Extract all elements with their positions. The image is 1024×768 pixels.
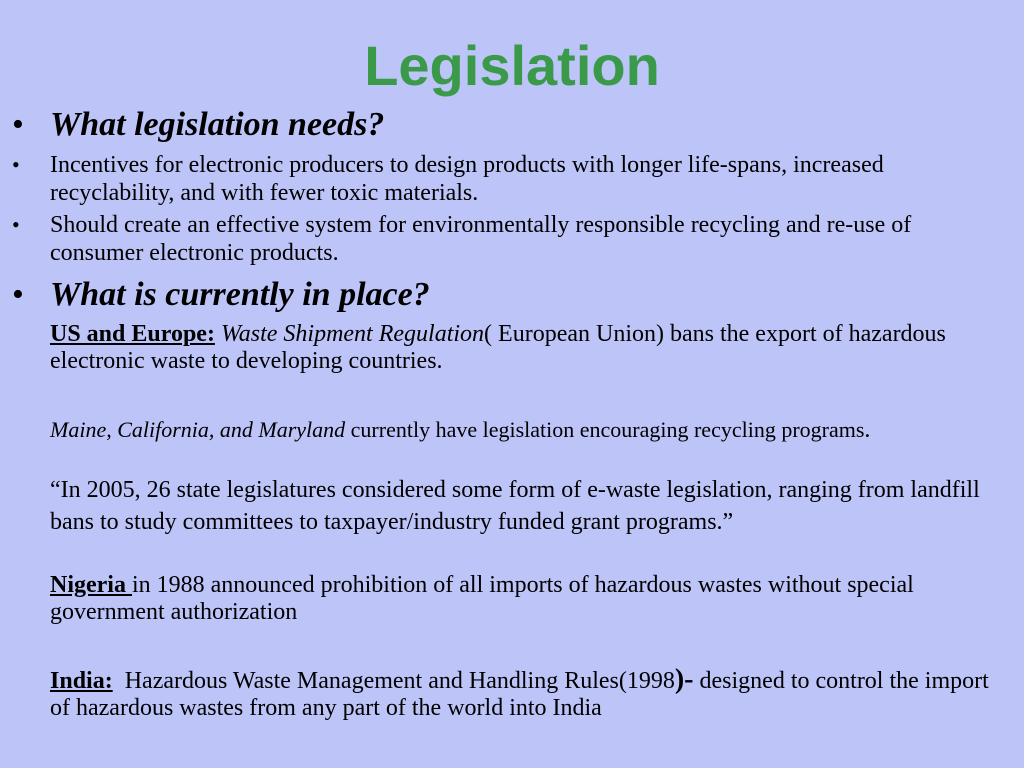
bullet-icon: • [12, 276, 24, 313]
india-rules: Hazardous Waste Management and Handling Rules(1998 [112, 668, 675, 694]
regulation-name: Waste Shipment Regulation [220, 321, 485, 347]
question-what-legislation-needs [12, 106, 384, 144]
states-names: Maine, California, and Maryland [50, 417, 346, 442]
list-item [12, 151, 1012, 207]
bullet-icon: • [12, 106, 24, 143]
india-text: designed to control the import of hazardous wastes from any part of the world into India [50, 668, 989, 721]
quote-text: “In 2005, 26 state legislatures considered some form of e-waste legislation, ranging from landfill bans to study committees to taxpayer/industry funded grant programs.” [50, 477, 980, 535]
nigeria-label: Nigeria [50, 572, 132, 598]
quote-paragraph [50, 474, 1020, 538]
india-paragraph [50, 666, 1010, 722]
us-europe-label: US and Europe: [50, 321, 215, 347]
question-what-is-in-place [12, 276, 430, 314]
list-item [12, 211, 1012, 267]
nigeria-text: in 1988 announced prohibition of all imports of hazardous wastes without special government authorization [50, 572, 914, 625]
bullet-icon: • [12, 212, 20, 237]
question-text: What legislation needs? [50, 106, 385, 143]
list-item-text: Incentives for electronic producers to design products with longer life-spans, increased recyclability, and with fewer toxic materials. [50, 152, 884, 206]
states-text: currently have legislation encouraging recycling programs [345, 417, 865, 442]
nigeria-paragraph [50, 572, 1010, 626]
states-paragraph: Maine, California, and Maryland currently have legislation encouraging recycling programs. [50, 417, 871, 443]
india-bold-dash: )- [674, 664, 694, 695]
india-label: India: [50, 668, 113, 694]
bullet-icon: • [12, 152, 20, 177]
us-europe-text: ( European Union) bans the export of hazardous electronic waste to developing countries. [50, 321, 946, 374]
list-item-text: Should create an effective system for environmentally responsible recycling and re-use of consumer electronic products. [50, 212, 912, 266]
slide-title: Legislation [364, 34, 660, 97]
question-text: What is currently in place? [50, 276, 430, 313]
us-europe-paragraph [50, 321, 1010, 375]
